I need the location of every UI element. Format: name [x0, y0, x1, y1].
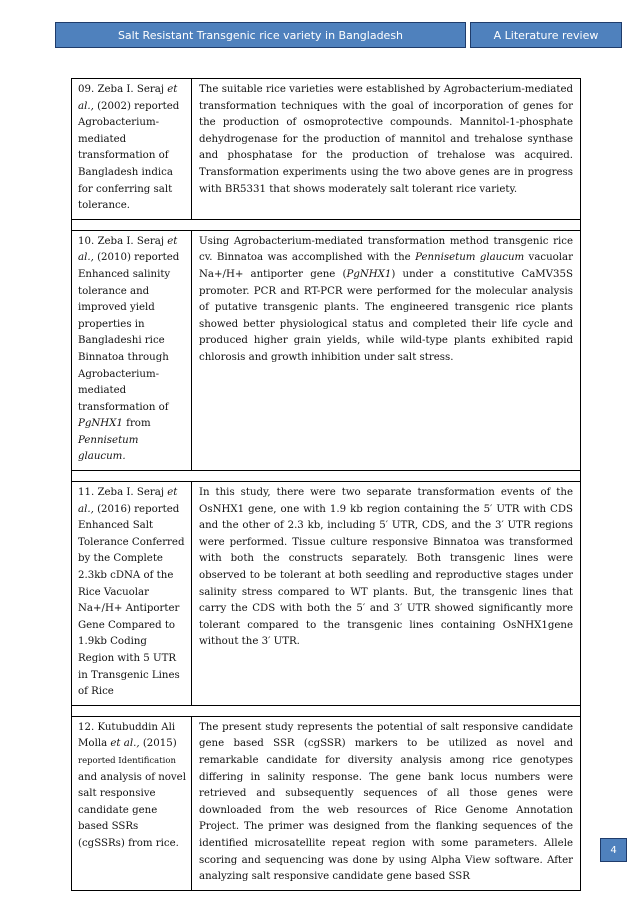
header-section-label: A Literature review — [470, 22, 622, 48]
row-divider — [71, 705, 581, 716]
page-header — [55, 22, 622, 48]
row-divider — [71, 470, 581, 481]
table-row — [71, 78, 581, 219]
reference-cell: 11. Zeba I. Seraj et al., (2016) reported Enhanced Salt Tolerance Conferred by the Complete 2.3kb cDNA of the Rice Vacuolar Na+/H+ Antiporter Gene Compared to 1.9kb Coding Region with 5 UTR in Transgenic Lines of Rice — [72, 482, 192, 705]
table-row — [71, 230, 581, 470]
table-row — [71, 481, 581, 705]
description-cell: In this study, there were two separate transformation events of the OsNHX1 gene, one with 1.9 kb region containing the 5′ UTR with CDS and the other of 2.3 kb, including 5′ UTR, CDS, and the 3′ UTR regions were performed. Tissue culture responsive Binnatoa was transformed with both the constructs separately. Both transgenic lines were observed to be tolerant at both seedling and reproductive stages under salinity stress compared to WT plants. But, the transgenic lines that carry the CDS with both the 5′ and 3′ UTR showed significantly more tolerant compared to the transgenic lines containing OsNHX1gene without the 3′ UTR. — [199, 487, 573, 648]
header-title: Salt Resistant Transgenic rice variety in Bangladesh — [55, 22, 466, 48]
page-number: 4 — [600, 838, 627, 862]
row-divider — [71, 219, 581, 230]
description-cell: The present study represents the potential of salt responsive candidate gene based SSR (cgSSR) markers to be utilized as novel and remarkable candidate for diversity analysis among rice genotypes differing in salinity response. The gene bank locus numbers were retrieved and subsequently sequences of all those genes were downloaded from the web resources of Rice Genome Annotation Project. The primer was designed from the flanking sequences of the identified microsatellite repeat region with some parameters. Allele scoring and sequencing was done by using Alpha View software. After analyzing salt responsive candidate gene based SSR — [199, 721, 573, 883]
literature-table — [71, 78, 581, 891]
reference-cell: 10. Zeba I. Seraj et al., (2010) reported Enhanced salinity tolerance and improved yield properties in Bangladeshi rice Binnatoa through Agrobacterium-mediated transformation of PgNHX1 from Pennisetum glaucum. — [72, 231, 192, 470]
reference-cell: 12. Kutubuddin Ali Molla et al., (2015) reported Identification and analysis of novel salt responsive candidate gene based SSRs (cgSSRs) from rice. — [72, 717, 192, 890]
table-row — [71, 716, 581, 891]
description-cell: The suitable rice varieties were established by Agrobacterium-mediated transformation techniques with the goal of incorporation of genes for the production of osmoprotective compounds. Mannitol-1-phosphate dehydrogenase for the production of mannitol and trehalose synthase and phosphatase for the production of trehalose was acquired. Transformation experiments using the two above genes are in progress with BR5331 that shows moderately salt tolerant rice variety. — [199, 84, 573, 195]
description-cell: Using Agrobacterium-mediated transformation method transgenic rice cv. Binnatoa was accomplished with the Pennisetum glaucum vacuolar Na+/H+ antiporter gene (PgNHX1) under a constitutive CaMV35S promoter. PCR and RT-PCR were performed for the molecular analysis of putative transgenic plants. The engineered transgenic rice plants showed better physiological status and completed their life cycle and produced higher grain yields, while wild-type plants exhibited rapid chlorosis and growth inhibition under salt stress. — [199, 235, 573, 363]
reference-cell: 09. Zeba I. Seraj et al., (2002) reported Agrobacterium-mediated transformation of Bangladesh indica for conferring salt tolerance. — [72, 79, 192, 219]
